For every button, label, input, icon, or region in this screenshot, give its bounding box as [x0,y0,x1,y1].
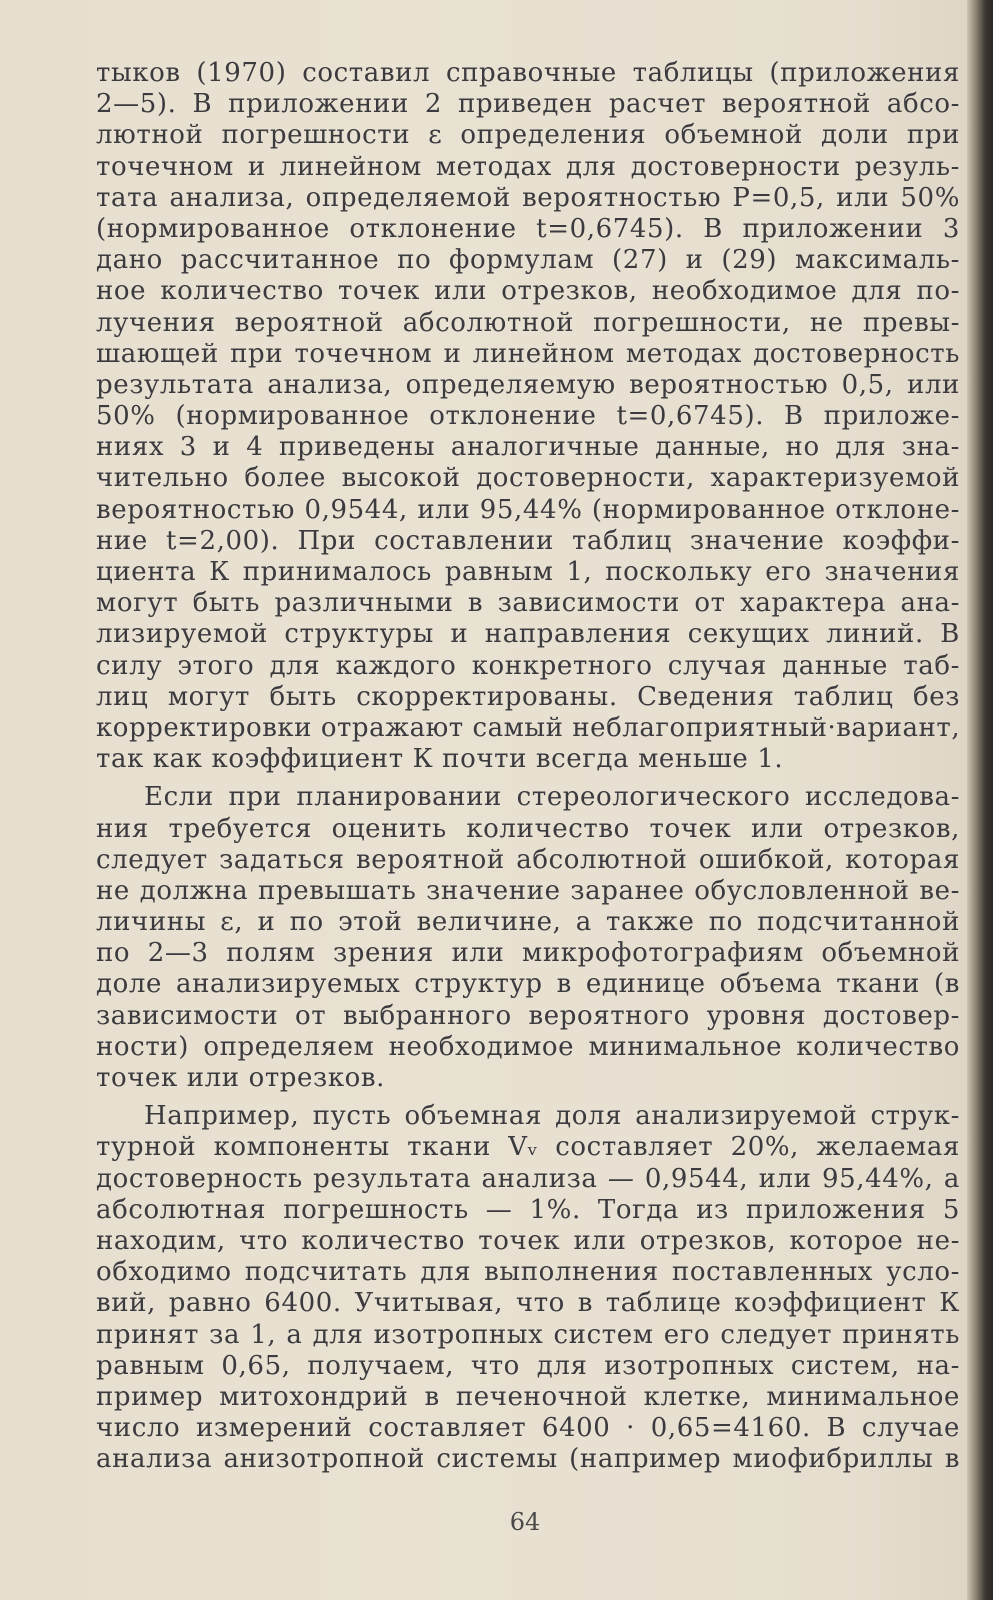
text-line: корректировки отражают самый неблагоприятный·вариант, [96,712,961,743]
text-line: лютной погрешности ε определения объемной доли при [96,120,960,151]
text-line: так как коэффициент К почти всегда меньше 1. [96,744,784,775]
body-text [96,58,960,1475]
text-line: чительно более высокой достоверности, характеризуемой [96,463,960,494]
text-line: анализа анизотропной системы (например миофибриллы в [96,1444,960,1475]
text-line: вероятностью 0,9544, или 95,44% (нормированное отклоне- [96,494,960,525]
text-line: (нормированное отклонение t=0,6745). В приложении 3 [96,213,960,244]
text-line: ности) определяем необходимое минимальное количество [96,1031,960,1062]
paragraph-2 [96,782,960,1094]
text-line: находим, что количество точек или отрезков, которое не- [96,1225,960,1256]
text-line: точечном и линейном методах для достоверности резуль- [96,151,960,182]
text-line: ниях 3 и 4 приведены аналогичные данные, но для зна- [96,432,960,463]
text-line: тыков (1970) составил справочные таблицы (приложения [96,58,960,88]
text-line: принят за 1, а для изотропных систем его следует принять [96,1319,960,1350]
text-line: ния требуется оценить количество точек или отрезков, [96,813,960,844]
text-line: абсолютная погрешность — 1%. Тогда из приложения 5 [96,1194,960,1225]
text-line: вий, равно 6400. Учитывая, что в таблице коэффициент К [96,1288,960,1319]
text-line: циента К принималось равным 1, поскольку его значения [96,557,960,587]
text-line: лучения вероятной абсолютной погрешности, не превы- [96,307,960,338]
text-line: не должна превышать значение заранее обусловленной ве- [96,875,960,906]
text-line: 2—5). В приложении 2 приведен расчет вероятной абсо- [96,89,960,120]
page-number: 64 [509,1508,541,1536]
text-line: тата анализа, определяемой вероятностью Р=0,5, или 50% [96,182,960,213]
text-line: результата анализа, определяемую вероятностью 0,5, или [96,369,960,400]
text-line: 50% (нормированное отклонение t=0,6745). В приложе- [96,401,960,432]
text-line: силу этого для каждого конкретного случая данные таб- [96,650,960,681]
text-line: равным 0,65, получаем, что для изотропных систем, на- [96,1350,960,1381]
text-line: следует задаться вероятной абсолютной ошибкой, которая [96,844,960,875]
paragraph-1 [96,58,960,775]
text-line: точек или отрезков. [96,1063,386,1093]
text-line: зависимости от выбранного вероятного уровня достовер- [96,1000,960,1031]
text-line: доле анализируемых структур в единице объема ткани (в [96,969,960,1000]
text-line: дано рассчитанное по формулам (27) и (29) максималь- [96,245,960,276]
text-line: лиц могут быть скорректированы. Сведения таблиц без [96,681,960,712]
text-line: ное количество точек или отрезков, необходимое для по- [96,276,960,307]
text-line: по 2—3 полям зрения или микрофотографиям объемной [96,938,960,969]
text-line: шающей при точечном и линейном методах достоверность [96,338,960,369]
text-line: обходимо подсчитать для выполнения поставленных усло- [96,1257,960,1288]
text-line: пример митохондрий в печеночной клетке, минимальное [96,1381,960,1412]
text-line: Если при планировании стереологического исследова- [144,782,960,813]
text-line: достоверность результата анализа — 0,9544, или 95,44%, а [96,1163,960,1194]
text-line: личины ε, и по этой величине, а также по подсчитанной [96,907,960,938]
text-line: могут быть различными в зависимости от характера ана- [96,588,960,619]
text-line: лизируемой структуры и направления секущих линий. В [96,619,960,650]
paragraph-3 [96,1101,960,1475]
text-line: число измерений составляет 6400 · 0,65=4160. В случае [96,1413,960,1444]
text-line: турной компоненты ткани Vᵥ составляет 20%, желаемая [96,1132,960,1163]
text-line: Например, пусть объемная доля анализируемой струк- [144,1101,960,1132]
book-spine-shadow [967,0,993,1600]
text-line: ние t=2,00). При составлении таблиц значение коэффи- [96,525,960,556]
